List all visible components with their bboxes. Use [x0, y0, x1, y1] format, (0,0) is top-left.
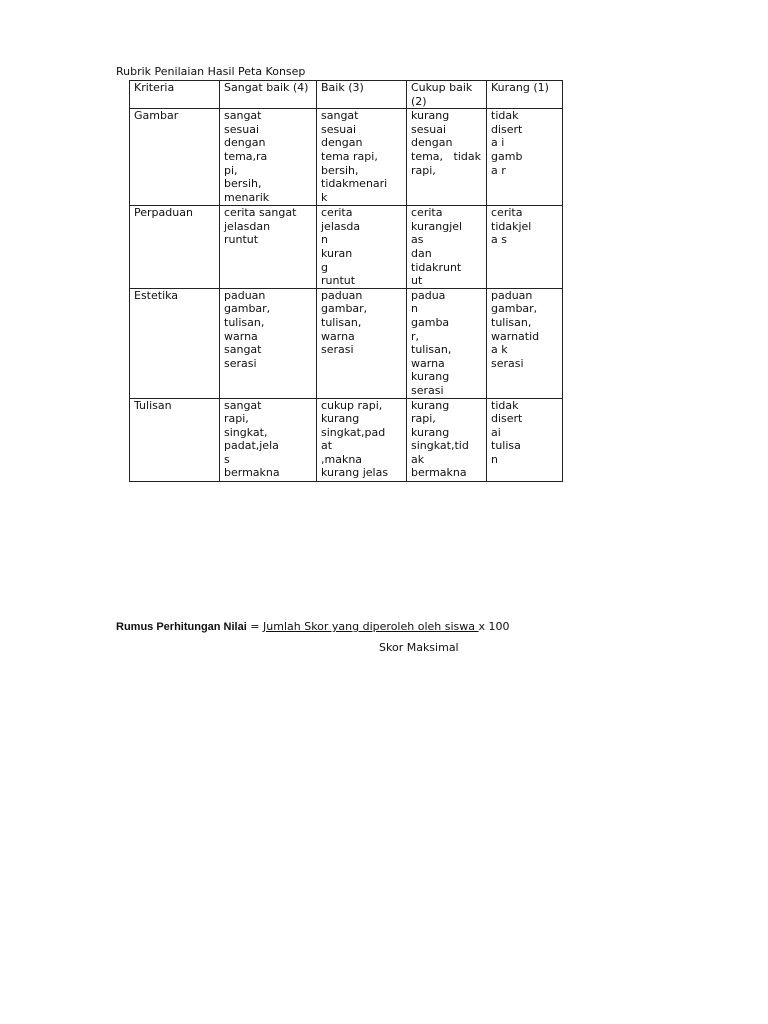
- header-kriteria: Kriteria: [130, 81, 220, 109]
- score-4-cell: paduan gambar, tulisan, warna sangat serasi: [220, 288, 317, 398]
- score-2-cell: cerita kurangjel as dan tidakrunt ut: [407, 206, 487, 289]
- table-caption: Rubrik Penilaian Hasil Peta Konsep: [116, 65, 306, 78]
- table-row-gambar: [130, 109, 563, 206]
- criterion-cell: Estetika: [130, 288, 220, 398]
- score-2-cell: kurang rapi, kurang singkat,tid ak bermakna: [407, 398, 487, 481]
- table-row-estetika: [130, 288, 563, 398]
- score-3-cell: cerita jelasda n kuran g runtut: [317, 206, 407, 289]
- criterion-cell: Perpaduan: [130, 206, 220, 289]
- formula-equals: =: [246, 620, 264, 633]
- table-row-perpaduan: [130, 206, 563, 289]
- score-3-cell: sangat sesuai dengan tema rapi, bersih, tidakmenari k: [317, 109, 407, 206]
- score-1-cell: cerita tidakjel a s: [487, 206, 563, 289]
- table-header-row: [130, 81, 563, 109]
- score-formula: [116, 620, 510, 634]
- rubric-table: [129, 80, 563, 482]
- score-3-cell: cukup rapi, kurang singkat,pad at ,makna kurang jelas: [317, 398, 407, 481]
- header-kurang: Kurang (1): [487, 81, 563, 109]
- header-baik: Baik (3): [317, 81, 407, 109]
- score-1-cell: paduan gambar, tulisan, warnatid a k serasi: [487, 288, 563, 398]
- formula-denominator: Skor Maksimal: [379, 641, 459, 654]
- formula-multiplier: x 100: [478, 620, 510, 633]
- header-cukup-baik: Cukup baik (2): [407, 81, 487, 109]
- score-1-cell: tidak disert a i gamb a r: [487, 109, 563, 206]
- formula-label: Rumus Perhitungan Nilai: [116, 621, 247, 633]
- score-4-cell: sangat rapi, singkat, padat,jela s bermakna: [220, 398, 317, 481]
- table-row-tulisan: [130, 398, 563, 481]
- score-1-cell: tidak disert ai tulisa n: [487, 398, 563, 481]
- criterion-cell: Tulisan: [130, 398, 220, 481]
- formula-numerator: Jumlah Skor yang diperoleh oleh siswa: [263, 620, 479, 633]
- score-2-cell: padua n gamba r, tulisan, warna kurang serasi: [407, 288, 487, 398]
- header-sangat-baik: Sangat baik (4): [220, 81, 317, 109]
- score-4-cell: cerita sangat jelasdan runtut: [220, 206, 317, 289]
- score-3-cell: paduan gambar, tulisan, warna serasi: [317, 288, 407, 398]
- score-4-cell: sangat sesuai dengan tema,ra pi, bersih, menarik: [220, 109, 317, 206]
- score-2-cell: kurang sesuai dengan tema, tidak rapi,: [407, 109, 487, 206]
- criterion-cell: Gambar: [130, 109, 220, 206]
